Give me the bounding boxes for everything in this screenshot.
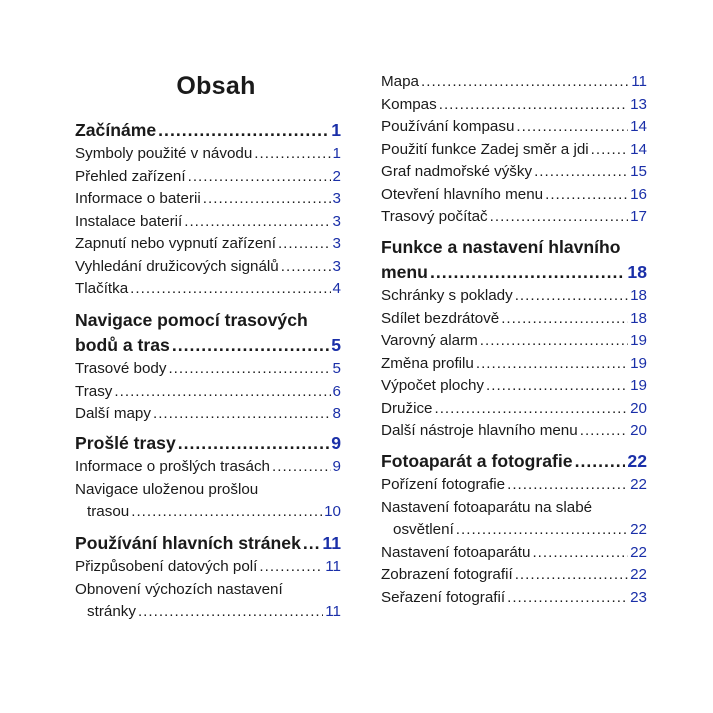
page-number: 14 <box>630 140 647 158</box>
toc-section-pages-cont <box>381 71 647 229</box>
toc-entry[interactable] <box>75 381 341 404</box>
entry-text: osvětlení <box>393 521 454 538</box>
entry-text: Další nástroje hlavního menu <box>381 422 578 439</box>
toc-entry[interactable] <box>75 233 341 256</box>
entry-text: Družice <box>381 399 433 417</box>
leader-dots <box>507 474 628 497</box>
page-number: 9 <box>332 458 341 475</box>
toc-entry[interactable] <box>75 358 341 381</box>
toc-entry[interactable] <box>381 94 647 117</box>
toc-entry-continued[interactable] <box>75 501 341 524</box>
page-number: 19 <box>630 332 647 349</box>
entry-text: Sdílet bezdrátově <box>381 309 500 327</box>
page-number: 3 <box>332 212 341 230</box>
entry-text: Schránky s poklady <box>381 287 513 304</box>
page-number: 18 <box>630 309 647 327</box>
leader-dots <box>172 333 329 358</box>
entry-text: Kompas <box>381 95 437 113</box>
section-heading-line2[interactable] <box>381 260 647 285</box>
page-number: 22 <box>630 521 647 538</box>
entry-text: Vyhledání družicových signálů <box>75 257 279 275</box>
page-number: 3 <box>332 235 341 252</box>
section-heading[interactable] <box>381 449 647 474</box>
leader-dots <box>188 166 331 189</box>
toc-entry[interactable] <box>381 330 647 353</box>
entry-text: Informace o prošlých trasách <box>75 458 270 475</box>
entry-text: Přehled zařízení <box>75 167 186 185</box>
entry-text-line1[interactable]: Nastavení fotoaparátu na slabé <box>381 498 593 516</box>
page-number: 1 <box>331 120 341 140</box>
leader-dots <box>501 308 628 331</box>
entry-text: Další mapy <box>75 405 151 422</box>
leader-dots <box>259 556 323 579</box>
page-number: 8 <box>332 405 341 422</box>
page-number: 18 <box>630 287 647 304</box>
page-number: 16 <box>630 185 647 203</box>
toc-entry[interactable] <box>75 188 341 211</box>
toc-entry[interactable] <box>381 71 647 94</box>
entry-text: trasou <box>87 503 130 520</box>
entry-text: Výpočet plochy <box>381 377 484 394</box>
leader-dots <box>516 116 628 139</box>
page-number: 15 <box>630 163 647 180</box>
entry-text: Symboly použité v návodu <box>75 145 253 162</box>
entry-text: Varovný alarm <box>381 332 478 349</box>
leader-dots <box>532 542 628 565</box>
section-title: Navigace pomocí trasových <box>75 310 308 330</box>
leader-dots <box>178 431 329 456</box>
section-title: Začínáme <box>75 120 157 140</box>
page-number: 4 <box>332 280 341 297</box>
page-number: 11 <box>322 533 341 553</box>
entry-text: Seřazení fotografií <box>381 588 506 606</box>
page-number: 2 <box>332 167 341 185</box>
entry-text: Instalace baterií <box>75 212 183 230</box>
toc-entry[interactable] <box>381 398 647 421</box>
leader-dots <box>130 278 330 301</box>
section-heading-line1[interactable] <box>381 235 647 260</box>
toc-entry[interactable] <box>381 206 647 229</box>
page-number: 22 <box>630 566 647 583</box>
section-heading-line1[interactable] <box>75 308 341 333</box>
entry-text: Zobrazení fotografií <box>381 566 513 583</box>
toc-entry-continued[interactable] <box>381 519 647 542</box>
page-number: 14 <box>630 118 647 135</box>
section-heading[interactable] <box>75 531 341 556</box>
entry-text: Mapa <box>381 73 419 90</box>
leader-dots <box>254 143 330 166</box>
toc-entry[interactable] <box>75 166 341 189</box>
toc-entry[interactable] <box>75 256 341 279</box>
page-number: 18 <box>627 262 647 282</box>
leader-dots <box>575 449 626 474</box>
page-number: 19 <box>630 377 647 394</box>
entry-text: Tlačítka <box>75 280 129 297</box>
toc-entry[interactable] <box>75 403 341 426</box>
section-title: Používání hlavních stránek <box>75 533 301 553</box>
page-number: 22 <box>630 543 647 561</box>
leader-dots <box>515 285 628 308</box>
toc-section-hlavni-menu <box>381 235 647 443</box>
leader-dots <box>486 375 628 398</box>
page-number: 20 <box>630 422 647 439</box>
entry-text: Trasové body <box>75 360 167 377</box>
leader-dots <box>114 381 330 404</box>
entry-text: Trasy <box>75 382 113 400</box>
page-number: 5 <box>332 360 341 377</box>
entry-text: Otevření hlavního menu <box>381 185 544 203</box>
toc-entry[interactable] <box>381 375 647 398</box>
leader-dots <box>430 260 625 285</box>
toc-entry[interactable] <box>381 184 647 207</box>
entry-text: Trasový počítač <box>381 208 488 225</box>
section-title: Fotoaparát a fotografie <box>381 451 573 471</box>
leader-dots <box>278 233 331 256</box>
toc-entry[interactable] <box>75 143 341 166</box>
section-heading[interactable] <box>75 118 341 143</box>
leader-dots <box>281 256 331 279</box>
page-number: 23 <box>630 588 647 606</box>
page-title: Obsah <box>176 72 256 100</box>
leader-dots <box>490 206 628 229</box>
entry-text: Přizpůsobení datových polí <box>75 558 258 575</box>
page-number: 13 <box>630 95 647 113</box>
toc-entry[interactable] <box>381 308 647 331</box>
entry-text: Změna profilu <box>381 354 474 372</box>
leader-dots <box>456 519 628 542</box>
toc-entry[interactable] <box>381 542 647 565</box>
leader-dots <box>591 139 628 162</box>
entry-text-line1[interactable]: Navigace uloženou prošlou <box>75 480 259 498</box>
toc-entry[interactable] <box>381 474 647 497</box>
page-number: 11 <box>325 558 341 575</box>
leader-dots <box>153 403 331 426</box>
entry-text: Zapnutí nebo vypnutí zařízení <box>75 235 276 252</box>
leader-dots <box>480 330 628 353</box>
section-title: Funkce a nastavení hlavního <box>381 237 621 257</box>
section-title: menu <box>381 262 428 282</box>
leader-dots <box>203 188 331 211</box>
page-number: 17 <box>630 208 647 225</box>
page-number: 6 <box>332 382 341 400</box>
page-number: 22 <box>627 451 647 471</box>
page-number: 1 <box>332 145 341 162</box>
leader-dots <box>545 184 628 207</box>
leader-dots <box>184 211 330 234</box>
toc-section-zaciname <box>75 118 341 301</box>
leader-dots <box>434 398 628 421</box>
page-number: 3 <box>332 257 341 275</box>
leader-dots <box>158 118 329 143</box>
leader-dots <box>421 71 629 94</box>
leader-dots <box>476 353 628 376</box>
leader-dots <box>507 587 628 610</box>
leader-dots <box>168 358 330 381</box>
page-number: 22 <box>630 476 647 493</box>
page-number: 19 <box>630 354 647 372</box>
entry-text: Graf nadmořské výšky <box>381 163 533 180</box>
leader-dots <box>515 564 628 587</box>
toc-entry[interactable] <box>381 564 647 587</box>
leader-dots <box>272 456 331 479</box>
toc-entry[interactable] <box>75 556 341 579</box>
toc-entry[interactable] <box>381 161 647 184</box>
leader-dots <box>580 420 628 443</box>
toc-entry[interactable] <box>381 139 647 162</box>
toc-section-navigace <box>75 308 341 426</box>
page-number: 20 <box>630 399 647 417</box>
toc-entry[interactable] <box>381 420 647 443</box>
toc-entry[interactable] <box>75 278 341 301</box>
toc-entry[interactable] <box>75 211 341 234</box>
page-number: 11 <box>325 603 341 620</box>
leader-dots <box>534 161 628 184</box>
section-title: bodů a tras <box>75 335 170 355</box>
page-number: 5 <box>331 335 341 355</box>
leader-dots <box>439 94 628 117</box>
page-number: 11 <box>631 73 647 90</box>
page-number: 9 <box>331 433 341 453</box>
toc-section-hlavni-stranky <box>75 531 341 624</box>
entry-text: Pořízení fotografie <box>381 476 506 493</box>
page-number: 3 <box>332 190 341 207</box>
toc-entry-continued[interactable] <box>75 601 341 624</box>
entry-text: Použití funkce Zadej směr a jdi <box>381 140 589 158</box>
section-title: Prošlé trasy <box>75 433 176 453</box>
toc-entry[interactable] <box>75 456 341 479</box>
entry-text: Nastavení fotoaparátu <box>381 543 531 561</box>
page-number: 10 <box>324 503 341 520</box>
toc-section-prosle-trasy <box>75 431 341 524</box>
leader-dots <box>131 501 322 524</box>
toc-entry[interactable] <box>381 587 647 610</box>
toc-entry[interactable] <box>381 285 647 308</box>
entry-text-line1[interactable]: Obnovení výchozích nastavení <box>75 580 283 598</box>
section-heading-line2[interactable] <box>75 333 341 358</box>
entry-text: Používání kompasu <box>381 118 515 135</box>
toc-section-fotoaparat <box>381 449 647 609</box>
section-heading[interactable] <box>75 431 341 456</box>
entry-text: stránky <box>87 603 136 620</box>
toc-entry[interactable] <box>381 116 647 139</box>
leader-dots <box>303 531 321 556</box>
leader-dots <box>138 601 323 624</box>
toc-entry[interactable] <box>381 353 647 376</box>
entry-text: Informace o baterii <box>75 190 201 207</box>
